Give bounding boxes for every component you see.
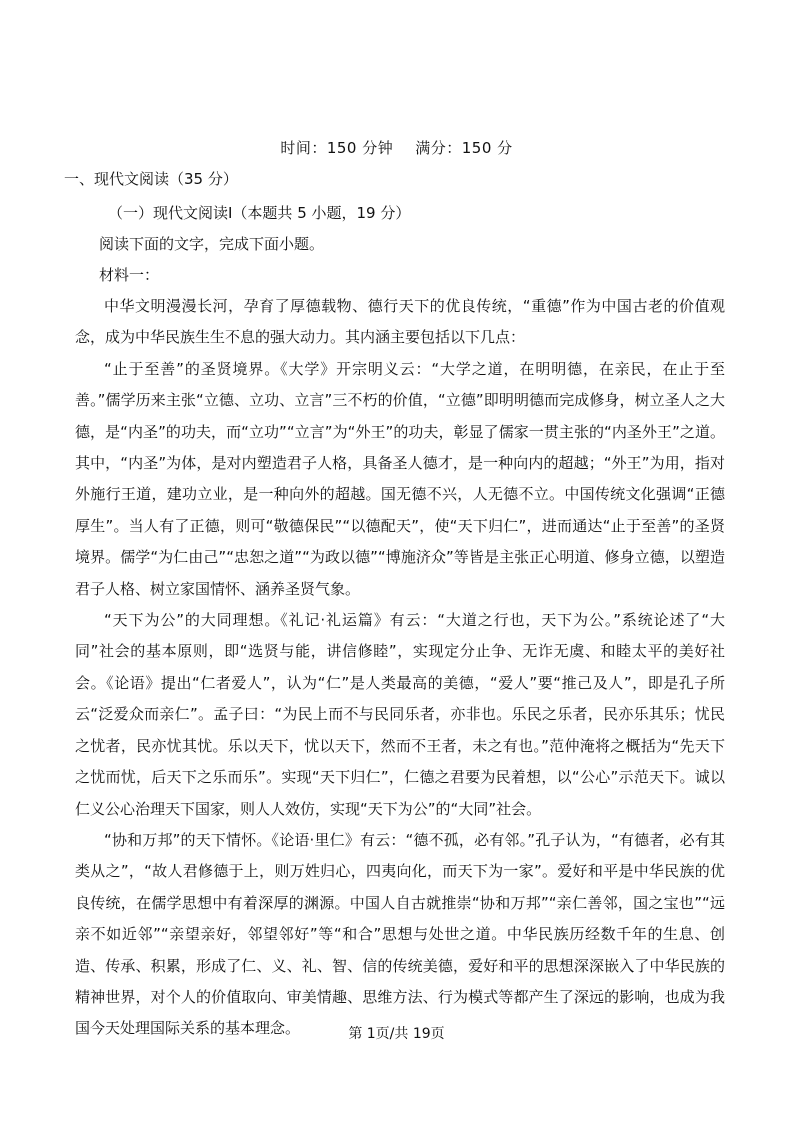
passage-body — [75, 291, 725, 1045]
paragraph-harmony-nations: “协和万邦”的天下情怀。《论语·里仁》有云：“德不孤，必有邻。”孔子认为，“有德者，必有其类从之”，“故人君修德于上，则万姓归心，四夷向化，而天下为一家”。爱好和平是中华民族的优良传统，在儒学思想中有着深厚的渊源。中国人自古就推崇“协和万邦”“亲仁善邻，国之宝也”“远亲不如近邻”“亲望亲好，邻望邻好”等“和合”思想与处世之道。中华民族历经数千年的生息、创造、传承、积累，形成了仁、义、礼、智、信的传统美德，爱好和平的思想深深嵌入了中华民族的精神世界，对个人的价值取向、审美情趣、思维方法、行为模式等都产生了深远的影响，也成为我国今天处理国际关系的基本理念。 — [75, 830, 725, 1038]
paragraph-intro: 中华文明漫漫长河，孕育了厚德载物、德行天下的优良传统，“重德”作为中国古老的价值观念，成为中华民族生生不息的强大动力。其内涵主要包括以下几点： — [75, 297, 725, 347]
page-number: 第 1页/共 19页 — [348, 1026, 445, 1042]
paragraph-great-harmony: “天下为公”的大同理想。《礼记·礼运篇》有云：“大道之行也，天下为公。”系统论述了“大同”社会的基本原则，即“选贤与能，讲信修睦”，实现定分止争、无诈无虞、和睦太平的美好社会。《论语》提出“仁者爱人”，认为“仁”是人类最高的美德，“爱人”要“推己及人”，即是孔子所云“泛爱众而亲仁”。孟子曰：“为民上而不与民同乐者，亦非也。乐民之乐者，民亦乐其乐；忧民之忧者，民亦忧其忧。乐以天下，忧以天下，然而不王者，未之有也。”范仲淹将之概括为“先天下之忧而忧，后天下之乐而乐”。实现“天下归仁”，仁德之君要为民着想，以“公心”示范天下。诚以仁义公心治理天下国家，则人人效仿，实现“天下为公”的“大同”社会。 — [75, 611, 725, 818]
subsection-title: （一）现代文阅读Ⅰ（本题共 5 小题，19 分） — [108, 204, 411, 222]
exam-header — [0, 137, 793, 158]
full-score: 满分：150 分 — [415, 139, 513, 157]
section-title: 一、现代文阅读（35 分） — [64, 170, 238, 188]
paragraph-sage-realm: “止于至善”的圣贤境界。《大学》开宗明义云：“大学之道，在明明德，在亲民，在止于至善。”儒学历来主张“立德、立功、立言”三不朽的价值，“立德”即明明德而完成修身，树立圣人之大德，是“内圣”的功夫，而“立功”“立言”为“外王”的功夫，彰显了儒家一贯主张的“内圣外王”之道。其中，“内圣”为体，是对内塑造君子人格，具备圣人德才，是一种向内的超越；“外王”为用，指对外施行王道，建功立业，是一种向外的超越。国无德不兴，人无德不立。中国传统文化强调“正德厚生”。当人有了正德，则可“敬德保民”“以德配天”，使“天下归仁”，进而通达“止于至善”的圣贤境界。儒学“为仁由己”“忠恕之道”“为政以德”“博施济众”等皆是主张正心明道、修身立德，以塑造君子人格、树立家国情怀、涵养圣贤气象。 — [75, 359, 725, 598]
reading-instruction: 阅读下面的文字，完成下面小题。 — [99, 235, 325, 253]
material-label: 材料一： — [99, 266, 160, 284]
time-limit: 时间：150 分钟 — [280, 139, 394, 157]
